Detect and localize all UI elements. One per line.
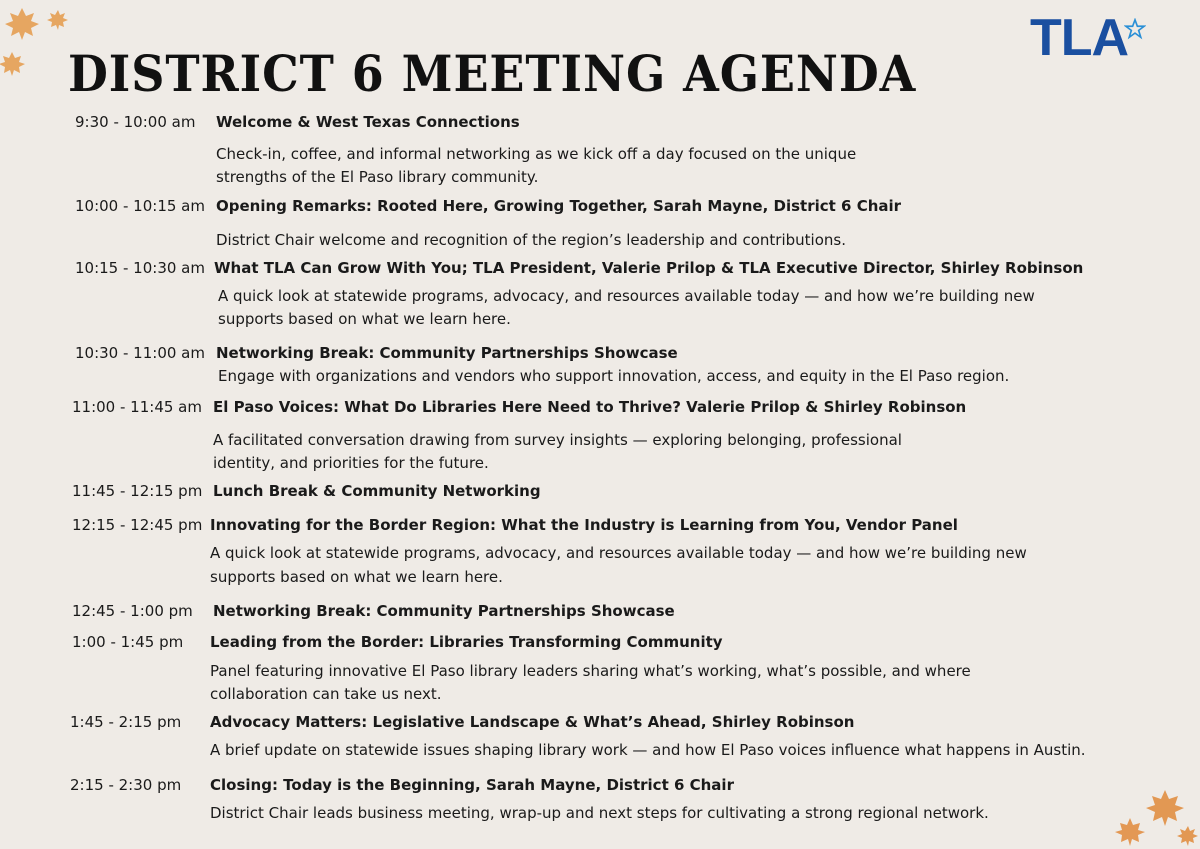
agenda-desc: strengths of the El Paso library community. — [216, 168, 539, 186]
agenda-desc: A brief update on statewide issues shaping library work — and how El Paso voices influence what happens in Austin. — [210, 741, 1086, 759]
agenda-title: Networking Break: Community Partnerships Showcase — [216, 344, 678, 362]
agenda-title: Closing: Today is the Beginning, Sarah Mayne, District 6 Chair — [210, 776, 734, 794]
agenda-title: Networking Break: Community Partnerships Showcase — [213, 602, 675, 620]
page-title: DISTRICT 6 MEETING AGENDA — [68, 44, 917, 103]
agenda-title: Advocacy Matters: Legislative Landscape & What’s Ahead, Shirley Robinson — [210, 713, 855, 731]
agenda-title: What TLA Can Grow With You; TLA President, Valerie Prilop & TLA Executive Director, Shirley Robinson — [214, 259, 1084, 277]
agenda-time: 11:00 - 11:45 am — [72, 398, 202, 416]
agenda-desc: A facilitated conversation drawing from survey insights — exploring belonging, professional — [213, 431, 902, 449]
agenda-title: Innovating for the Border Region: What the Industry is Learning from You, Vendor Panel — [210, 516, 958, 534]
agenda-title: Opening Remarks: Rooted Here, Growing Together, Sarah Mayne, District 6 Chair — [216, 197, 902, 215]
agenda-desc: supports based on what we learn here. — [210, 568, 503, 586]
agenda-time: 1:45 - 2:15 pm — [70, 713, 182, 731]
agenda-time: 2:15 - 2:30 pm — [70, 776, 182, 794]
agenda-desc: District Chair leads business meeting, wrap-up and next steps for cultivating a strong regional network. — [210, 804, 989, 822]
agenda-desc: identity, and priorities for the future. — [213, 454, 489, 472]
agenda-title: Lunch Break & Community Networking — [213, 482, 541, 500]
agenda-desc: Panel featuring innovative El Paso library leaders sharing what’s working, what’s possible, and where — [210, 662, 971, 680]
agenda-time: 12:45 - 1:00 pm — [72, 602, 193, 620]
agenda-time: 10:30 - 11:00 am — [75, 344, 205, 362]
maple-leaf-icon — [1110, 770, 1200, 849]
agenda-title: El Paso Voices: What Do Libraries Here Need to Thrive? Valerie Prilop & Shirley Robinson — [213, 398, 967, 416]
agenda-desc: supports based on what we learn here. — [218, 310, 511, 328]
agenda-time: 11:45 - 12:15 pm — [72, 482, 203, 500]
tla-logo — [1030, 9, 1146, 67]
agenda-desc: A quick look at statewide programs, advocacy, and resources available today — and how we’re building new — [218, 287, 1035, 305]
agenda-desc: A quick look at statewide programs, advocacy, and resources available today — and how we’re building new — [210, 544, 1027, 562]
agenda-desc: Check-in, coffee, and informal networking as we kick off a day focused on the unique — [216, 145, 857, 163]
agenda-desc: Engage with organizations and vendors who support innovation, access, and equity in the El Paso region. — [218, 367, 1010, 385]
logo-text: TLA — [1030, 9, 1129, 67]
star-icon — [1124, 18, 1146, 40]
agenda-desc: collaboration can take us next. — [210, 685, 442, 703]
agenda-desc: District Chair welcome and recognition of the region’s leadership and contributions. — [216, 231, 846, 249]
agenda-title: Welcome & West Texas Connections — [216, 113, 520, 131]
agenda-time: 10:15 - 10:30 am — [75, 259, 205, 277]
agenda-title: Leading from the Border: Libraries Transforming Community — [210, 633, 723, 651]
agenda-time: 10:00 - 10:15 am — [75, 197, 205, 215]
agenda-time: 9:30 - 10:00 am — [75, 113, 196, 131]
agenda-time: 1:00 - 1:45 pm — [72, 633, 184, 651]
agenda-time: 12:15 - 12:45 pm — [72, 516, 203, 534]
